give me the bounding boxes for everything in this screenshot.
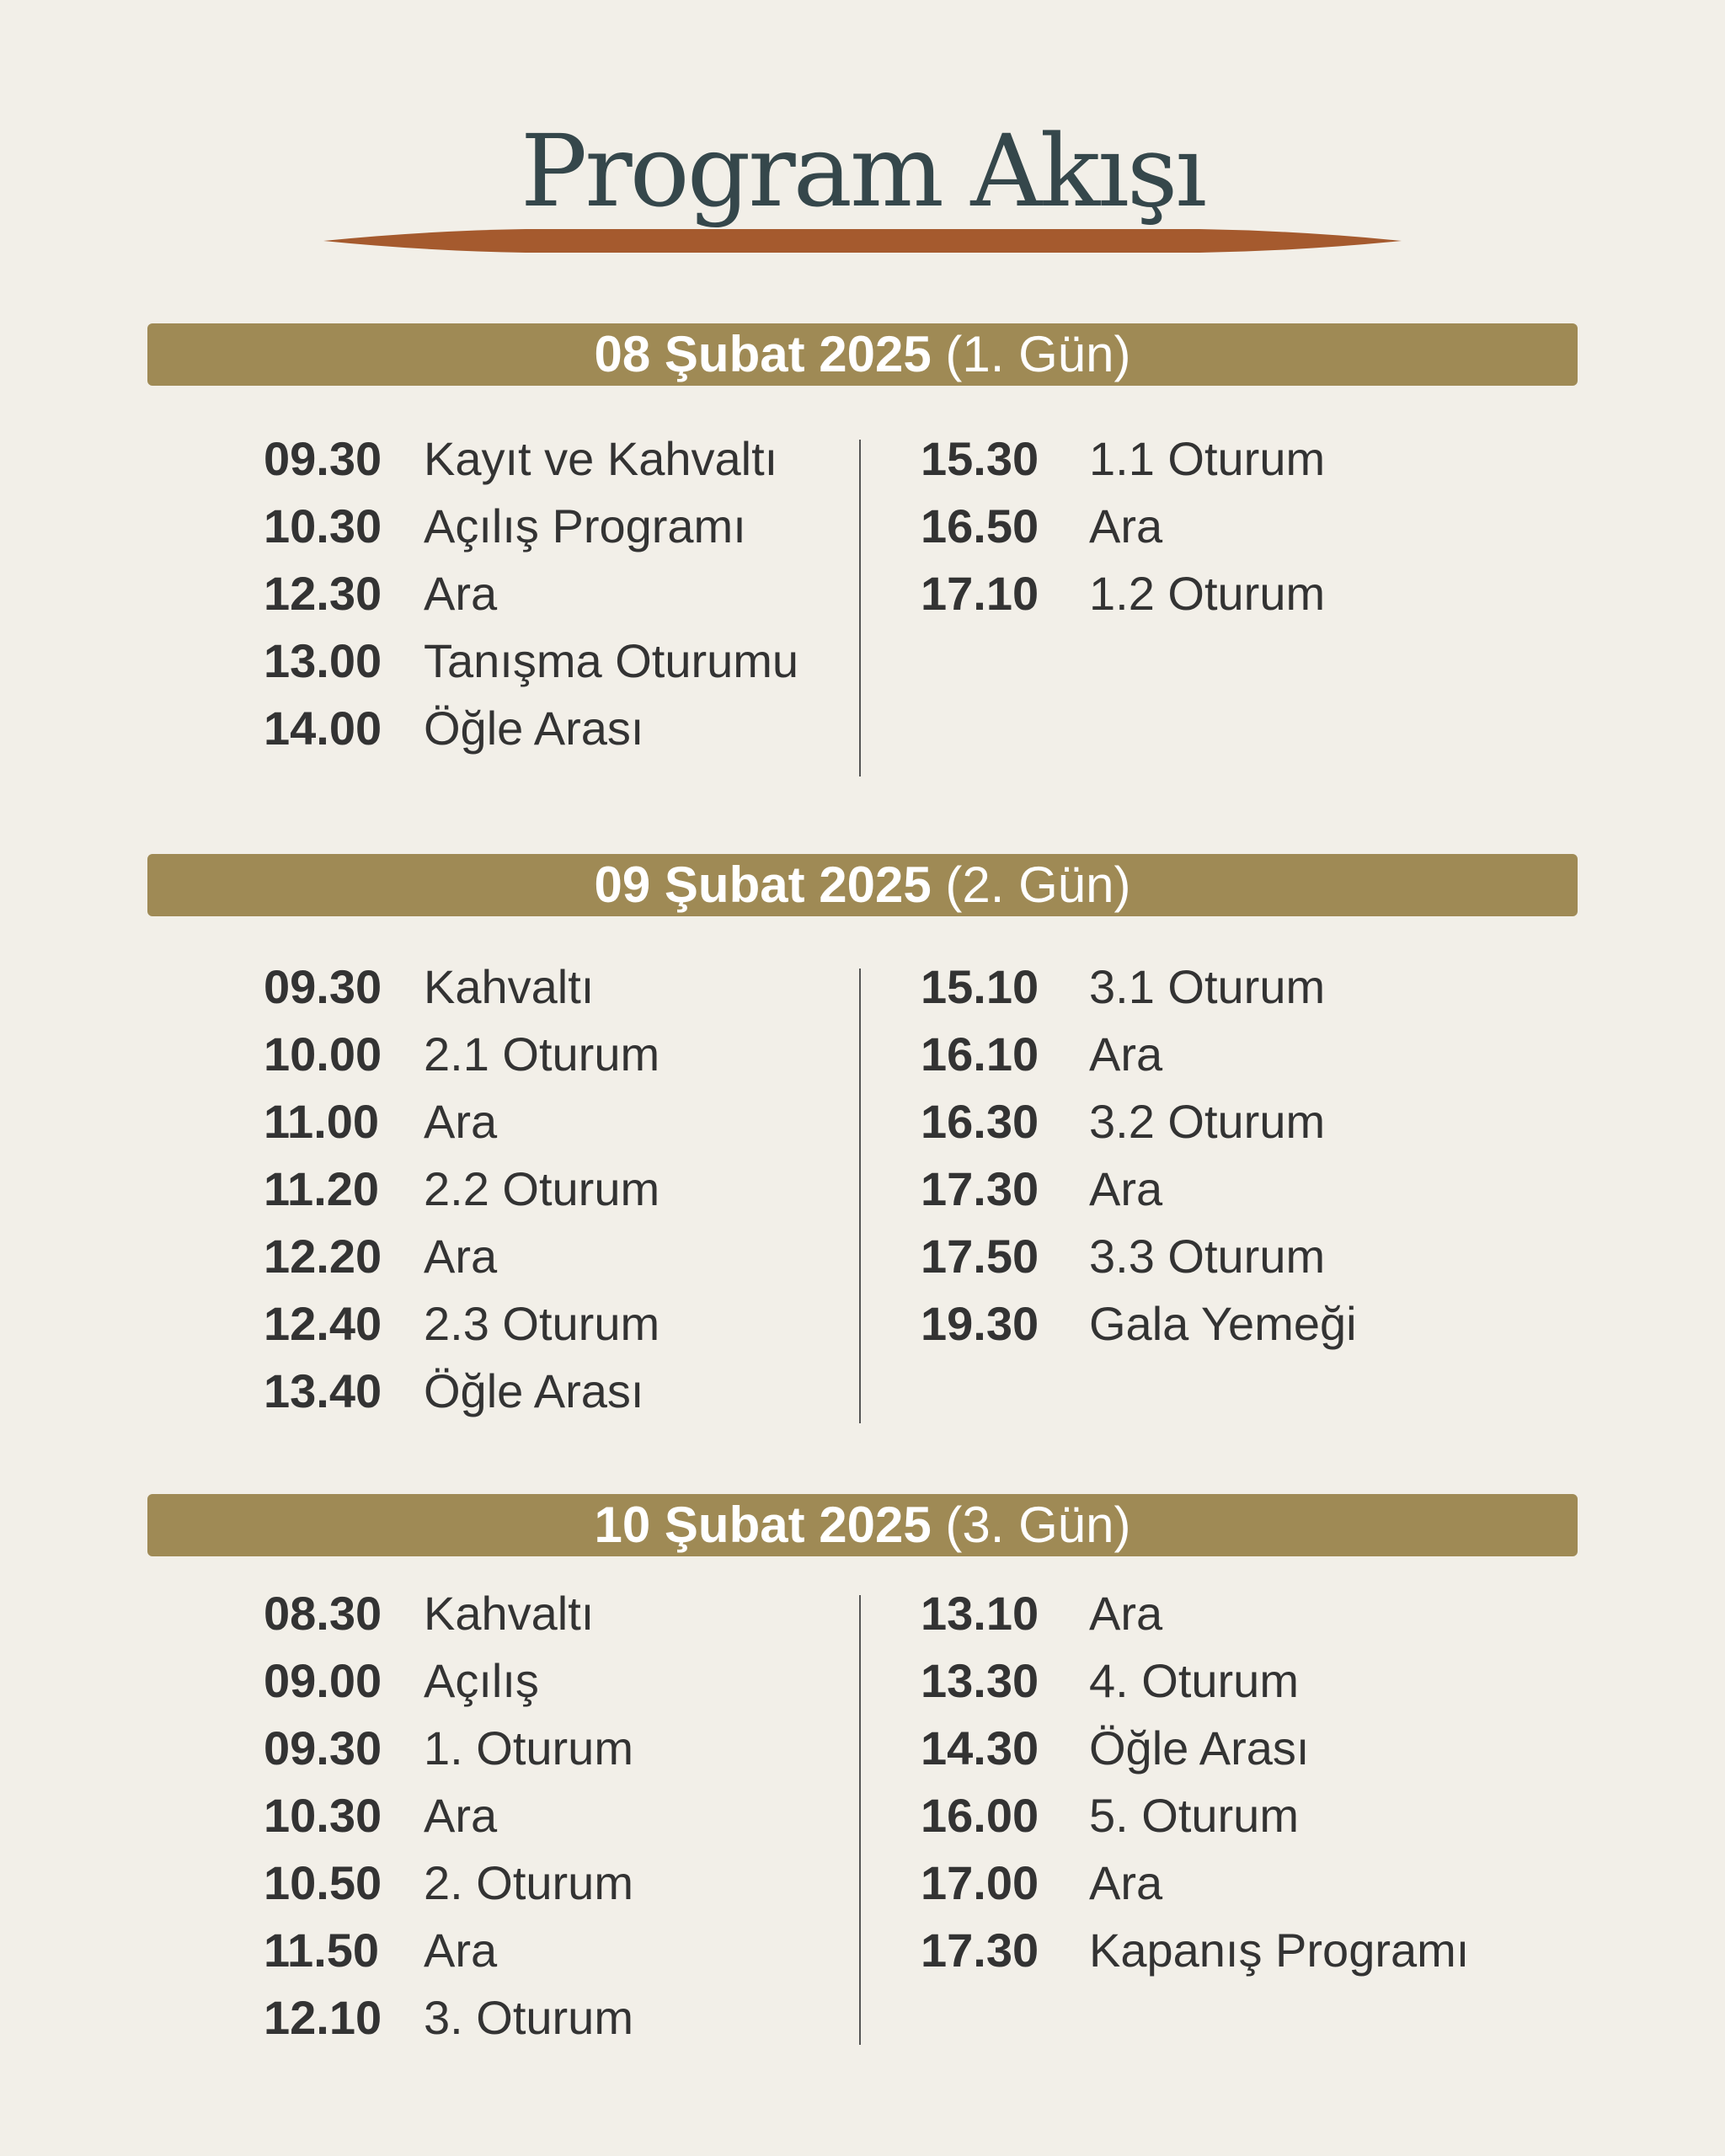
time: 11.50: [264, 1924, 380, 1977]
time: 15.10: [921, 960, 1039, 1013]
time: 11.00: [264, 1095, 380, 1148]
time: 11.20: [264, 1162, 380, 1215]
day-date: 09 Şubat 2025: [594, 857, 932, 913]
day-number: (1. Gün): [945, 326, 1131, 382]
event: Ara: [424, 1789, 498, 1842]
time: 09.30: [264, 1721, 382, 1774]
time: 17.50: [921, 1230, 1039, 1283]
event: 1.1 Oturum: [1089, 432, 1326, 485]
event: 3. Oturum: [424, 1991, 633, 2044]
event: 3.1 Oturum: [1089, 960, 1326, 1013]
event: Ara: [1089, 1162, 1163, 1215]
column-divider: [859, 1595, 861, 2045]
event: Öğle Arası: [424, 1364, 644, 1417]
time: 08.30: [264, 1587, 382, 1640]
event: Ara: [1089, 1587, 1163, 1640]
event: Tanışma Oturumu: [424, 634, 799, 687]
event: 2.1 Oturum: [424, 1027, 660, 1081]
time: 09.00: [264, 1654, 382, 1707]
day-number: (2. Gün): [945, 857, 1131, 913]
event: 5. Oturum: [1089, 1789, 1299, 1842]
time: 13.00: [264, 634, 382, 687]
title-underline-swoosh: [323, 226, 1402, 256]
event: 2. Oturum: [424, 1856, 633, 1909]
time: 14.00: [264, 702, 382, 755]
time: 10.30: [264, 499, 382, 552]
event: 1. Oturum: [424, 1721, 633, 1774]
event: Kahvaltı: [424, 960, 595, 1013]
day-date: 08 Şubat 2025: [594, 326, 932, 382]
time: 12.30: [264, 567, 382, 620]
event: Açılış Programı: [424, 499, 746, 552]
day-date: 10 Şubat 2025: [594, 1497, 932, 1553]
event: Kayıt ve Kahvaltı: [424, 432, 778, 485]
column-divider: [859, 969, 861, 1423]
event: Ara: [1089, 1027, 1163, 1081]
time: 09.30: [264, 960, 382, 1013]
time: 19.30: [921, 1297, 1039, 1350]
day-header-3: [147, 1494, 1578, 1556]
time: 16.30: [921, 1095, 1039, 1148]
time: 16.00: [921, 1789, 1039, 1842]
time: 16.10: [921, 1027, 1039, 1081]
time: 15.30: [921, 432, 1039, 485]
time: 17.10: [921, 567, 1039, 620]
time: 12.10: [264, 1991, 382, 2044]
event: Ara: [424, 1230, 498, 1283]
time: 14.30: [921, 1721, 1039, 1774]
event: 1.2 Oturum: [1089, 567, 1326, 620]
time: 17.00: [921, 1856, 1039, 1909]
event: Ara: [424, 1924, 498, 1977]
event: Ara: [424, 1095, 498, 1148]
page-title: Program Akışı: [520, 113, 1205, 229]
event: Kahvaltı: [424, 1587, 595, 1640]
event: 4. Oturum: [1089, 1654, 1299, 1707]
time: 17.30: [921, 1162, 1039, 1215]
day-number: (3. Gün): [945, 1497, 1131, 1553]
column-divider: [859, 440, 861, 776]
event: Öğle Arası: [424, 702, 644, 755]
day-header-2: [147, 854, 1578, 916]
time: 16.50: [921, 499, 1039, 552]
time: 10.30: [264, 1789, 382, 1842]
event: Açılış: [424, 1654, 539, 1707]
time: 12.40: [264, 1297, 382, 1350]
time: 13.40: [264, 1364, 382, 1417]
event: 2.2 Oturum: [424, 1162, 660, 1215]
time: 12.20: [264, 1230, 382, 1283]
time: 09.30: [264, 432, 382, 485]
time: 13.30: [921, 1654, 1039, 1707]
event: Gala Yemeği: [1089, 1297, 1357, 1350]
time: 13.10: [921, 1587, 1039, 1640]
time: 10.50: [264, 1856, 382, 1909]
time: 17.30: [921, 1924, 1039, 1977]
event: 2.3 Oturum: [424, 1297, 660, 1350]
event: Ara: [1089, 499, 1163, 552]
event: Öğle Arası: [1089, 1721, 1310, 1774]
time: 10.00: [264, 1027, 382, 1081]
event: 3.3 Oturum: [1089, 1230, 1326, 1283]
day-header-1: [147, 323, 1578, 386]
event: Ara: [1089, 1856, 1163, 1909]
event: Kapanış Programı: [1089, 1924, 1470, 1977]
event: Ara: [424, 567, 498, 620]
event: 3.2 Oturum: [1089, 1095, 1326, 1148]
